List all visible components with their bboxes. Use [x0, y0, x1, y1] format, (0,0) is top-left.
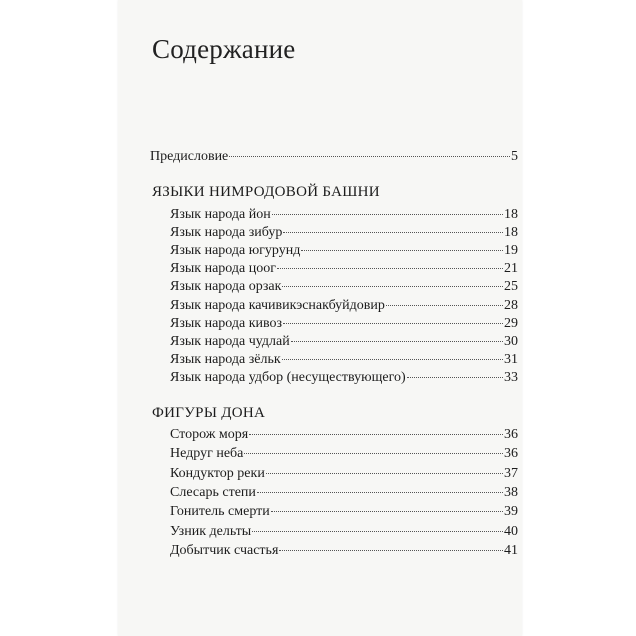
dot-leader: [282, 286, 503, 287]
dot-leader: [279, 550, 503, 551]
dot-leader: [283, 232, 503, 233]
toc-entry-page: 36: [504, 427, 518, 442]
toc-entry-page: 33: [504, 370, 518, 385]
dot-leader: [283, 323, 503, 324]
toc-entry-label: Язык народа чудлай: [170, 334, 290, 349]
toc-entry: [170, 297, 518, 315]
toc-entry-page: 29: [504, 316, 518, 331]
toc-entry: [170, 278, 518, 296]
toc-entry-page: 5: [511, 149, 518, 164]
dot-leader: [407, 377, 503, 378]
toc-entry: [170, 315, 518, 333]
toc-entry: [170, 465, 518, 483]
toc-entry-label: Узник дельты: [170, 524, 252, 539]
toc-entry: [170, 445, 518, 463]
dot-leader: [271, 511, 503, 512]
toc-entry: [170, 369, 518, 387]
toc-entry: [170, 351, 518, 369]
section-heading-don-figures: ФИГУРЫ ДОНА: [152, 405, 266, 421]
dot-leader: [249, 434, 503, 435]
toc-entry-page: 31: [504, 352, 518, 367]
dot-leader: [244, 453, 503, 454]
toc-entry-preface: [150, 148, 518, 166]
toc-entry-page: 37: [504, 466, 518, 481]
toc-entry: [170, 224, 518, 242]
dot-leader: [229, 156, 510, 157]
toc-entry-page: 40: [504, 524, 518, 539]
toc-entry-page: 19: [504, 243, 518, 258]
toc-entry-page: 18: [504, 225, 518, 240]
dot-leader: [252, 531, 503, 532]
toc-entry: [170, 484, 518, 502]
toc-entry-label: Сторож моря: [170, 427, 249, 442]
toc-entry-label: Предисловие: [150, 149, 229, 164]
toc-entry-page: 30: [504, 334, 518, 349]
toc-entry: [170, 542, 518, 560]
dot-leader: [272, 214, 503, 215]
toc-entry-page: 41: [504, 543, 518, 558]
toc-entry-label: Недруг неба: [170, 446, 244, 461]
toc-entry-label: Язык народа югурунд: [170, 243, 301, 258]
toc-entry: [170, 523, 518, 541]
toc-entry-label: Язык народа зёльк: [170, 352, 281, 367]
dot-leader: [277, 268, 503, 269]
toc-entry: [170, 206, 518, 224]
dot-leader: [291, 341, 503, 342]
toc-entry-label: Язык народа цоог: [170, 261, 276, 276]
toc-entry-page: 25: [504, 279, 518, 294]
dot-leader: [266, 473, 503, 474]
toc-entry: [170, 426, 518, 444]
toc-entry-label: Язык народа кивоз: [170, 316, 283, 331]
toc-entry: [170, 503, 518, 521]
toc-entry: [170, 260, 518, 278]
toc-entry-label: Язык народа йон: [170, 207, 271, 222]
toc-entry-label: Язык народа качивикэснакбуйдовир: [170, 298, 385, 313]
toc-entry-page: 36: [504, 446, 518, 461]
toc-entry-label: Язык народа зибур: [170, 225, 283, 240]
dot-leader: [301, 250, 503, 251]
dot-leader: [386, 305, 503, 306]
dot-leader: [257, 492, 503, 493]
toc-entry-page: 21: [504, 261, 518, 276]
toc-entry-label: Слесарь степи: [170, 485, 256, 500]
toc-entry-page: 18: [504, 207, 518, 222]
toc-entry-label: Язык народа орзак: [170, 279, 282, 294]
section-heading-languages: ЯЗЫКИ НИМРОДОВОЙ БАШНИ: [152, 184, 380, 200]
page-title: Содержание: [152, 34, 296, 64]
toc-entry-label: Добытчик счастья: [170, 543, 279, 558]
toc-entry-label: Язык народа удбор (несуществующего): [170, 370, 406, 385]
toc-entry-label: Гонитель смерти: [170, 504, 270, 519]
toc-entry-page: 38: [504, 485, 518, 500]
toc-entry: [170, 242, 518, 260]
toc-entry: [170, 333, 518, 351]
toc-entry-page: 39: [504, 504, 518, 519]
toc-entry-label: Кондуктор реки: [170, 466, 265, 481]
dot-leader: [282, 359, 503, 360]
toc-entry-page: 28: [504, 298, 518, 313]
